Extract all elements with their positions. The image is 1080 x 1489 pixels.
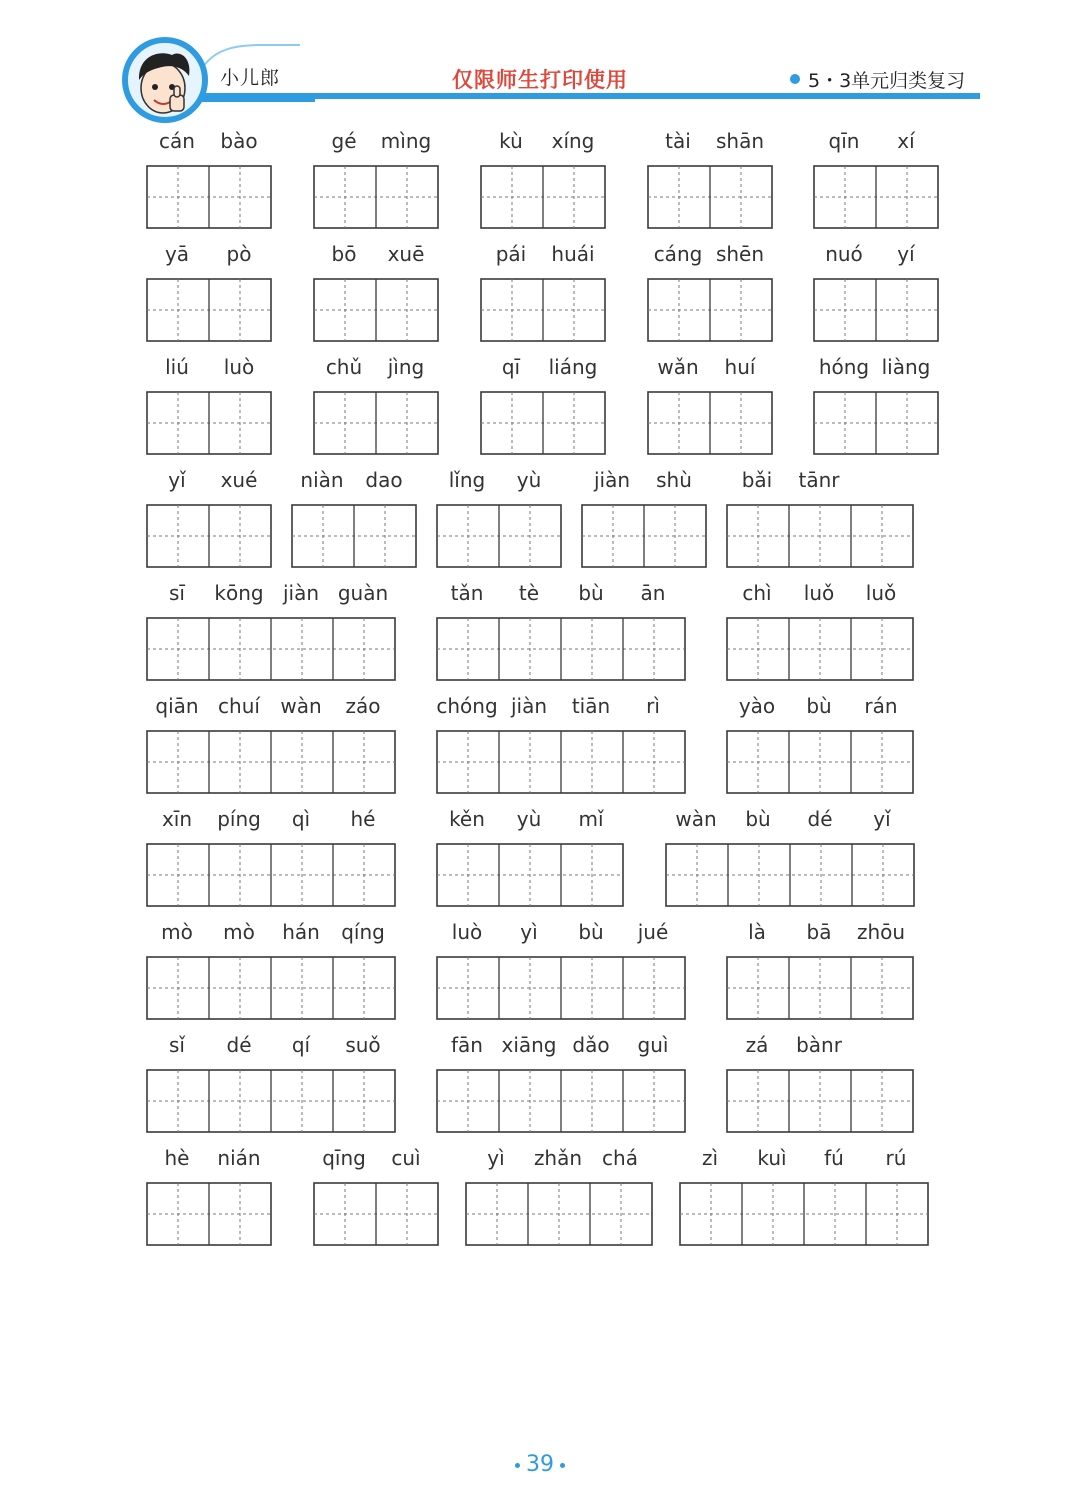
pinyin-syllable: cuì (391, 1146, 421, 1170)
pinyin-syllable: záo (345, 694, 381, 718)
page-number (0, 1452, 1080, 1477)
pinyin-syllable: hè (164, 1146, 190, 1170)
pinyin-syllable: xīn (161, 807, 193, 831)
character-writing-grid[interactable] (146, 843, 396, 907)
pinyin-syllable: mǐ (578, 807, 604, 831)
pinyin-syllable: jiàn (510, 694, 548, 718)
pinyin-syllable: liú (165, 355, 189, 379)
pinyin-syllable: nuó (825, 242, 863, 266)
pinyin-syllable: yǐ (168, 468, 186, 492)
character-writing-grid[interactable] (146, 165, 272, 229)
pinyin-syllable: pái (495, 242, 527, 266)
pinyin-syllable: hán (282, 920, 320, 944)
pinyin-syllable: cáng (653, 242, 703, 266)
pinyin-syllable: bànr (796, 1033, 842, 1057)
pinyin-syllable: niàn (300, 468, 344, 492)
pinyin-syllable: chì (742, 581, 772, 605)
character-writing-grid[interactable] (146, 617, 396, 681)
pinyin-syllable: hé (350, 807, 376, 831)
page-number-dot-icon (560, 1463, 565, 1468)
character-writing-grid[interactable] (146, 956, 396, 1020)
pinyin-syllable: suǒ (345, 1033, 381, 1057)
page-header (0, 0, 1080, 130)
pinyin-syllable: liáng (548, 355, 598, 379)
pinyin-syllable: rì (646, 694, 660, 718)
character-writing-grid[interactable] (726, 730, 914, 794)
pinyin-syllable: qīng (322, 1146, 366, 1170)
unit-title: 5・3单元归类复习 (808, 70, 966, 92)
pinyin-syllable: sī (169, 581, 185, 605)
pinyin-syllable: gé (331, 129, 357, 153)
character-writing-grid[interactable] (313, 165, 439, 229)
character-writing-grid[interactable] (146, 504, 272, 568)
pinyin-syllable: tiān (571, 694, 611, 718)
pinyin-syllable: mò (223, 920, 255, 944)
pinyin-syllable: zhǎn (533, 1146, 583, 1170)
pinyin-syllable: nián (217, 1146, 261, 1170)
pinyin-syllable: bā (806, 920, 832, 944)
character-writing-grid[interactable] (726, 1069, 914, 1133)
pinyin-syllable: dé (807, 807, 833, 831)
page-number-dot-icon (515, 1463, 520, 1468)
character-writing-grid[interactable] (647, 391, 773, 455)
pinyin-syllable: bù (806, 694, 832, 718)
pinyin-syllable: luǒ (865, 581, 897, 605)
character-writing-grid[interactable] (436, 1069, 686, 1133)
brand-name: 小儿郎 (220, 67, 281, 89)
pinyin-syllable: guì (637, 1033, 669, 1057)
character-writing-grid[interactable] (647, 165, 773, 229)
pinyin-syllable: xiāng (501, 1033, 557, 1057)
pinyin-syllable: xué (220, 468, 258, 492)
pinyin-syllable: yù (516, 468, 542, 492)
pinyin-syllable: píng (217, 807, 261, 831)
pinyin-syllable: mìng (380, 129, 432, 153)
character-writing-grid[interactable] (146, 278, 272, 342)
character-writing-grid[interactable] (146, 391, 272, 455)
pinyin-syllable: chǔ (325, 355, 363, 379)
character-writing-grid[interactable] (813, 278, 939, 342)
pinyin-syllable: là (748, 920, 766, 944)
pinyin-syllable: bù (745, 807, 771, 831)
pinyin-syllable: zhōu (856, 920, 906, 944)
pinyin-syllable: yí (897, 242, 915, 266)
pinyin-syllable: bù (578, 920, 604, 944)
pinyin-syllable: mò (161, 920, 193, 944)
pinyin-syllable: kěn (449, 807, 485, 831)
pinyin-syllable: shēn (715, 242, 765, 266)
pinyin-syllable: bù (578, 581, 604, 605)
pinyin-syllable: wǎn (657, 355, 699, 379)
pinyin-syllable: bō (331, 242, 357, 266)
pinyin-syllable: zì (701, 1146, 719, 1170)
boy-thumbs-up-mascot-icon (125, 40, 205, 120)
pinyin-syllable: wàn (280, 694, 322, 718)
pinyin-syllable: zá (745, 1033, 769, 1057)
pinyin-syllable: yā (164, 242, 190, 266)
pinyin-syllable: xuē (387, 242, 425, 266)
pinyin-syllable: xí (897, 129, 915, 153)
pinyin-syllable: yào (738, 694, 776, 718)
pinyin-syllable: chóng (436, 694, 498, 718)
pinyin-syllable: yì (520, 920, 538, 944)
pinyin-syllable: wàn (675, 807, 717, 831)
character-writing-grid[interactable] (647, 278, 773, 342)
character-writing-grid[interactable] (465, 1182, 653, 1246)
pinyin-syllable: jìng (387, 355, 425, 379)
character-writing-grid[interactable] (436, 956, 686, 1020)
character-writing-grid[interactable] (726, 617, 914, 681)
pinyin-syllable: lǐng (448, 468, 486, 492)
character-writing-grid[interactable] (436, 843, 624, 907)
pinyin-syllable: qīn (828, 129, 860, 153)
pinyin-syllable: qī (501, 355, 521, 379)
character-writing-grid[interactable] (436, 504, 562, 568)
character-writing-grid[interactable] (665, 843, 915, 907)
pinyin-syllable: jiàn (593, 468, 631, 492)
character-writing-grid[interactable] (480, 165, 606, 229)
pinyin-syllable: kuì (757, 1146, 787, 1170)
character-writing-grid[interactable] (146, 1182, 272, 1246)
pinyin-syllable: dao (365, 468, 403, 492)
pinyin-syllable: huái (551, 242, 595, 266)
pinyin-syllable: qì (291, 807, 311, 831)
character-writing-grid[interactable] (813, 391, 939, 455)
pinyin-syllable: chuí (218, 694, 260, 718)
pinyin-syllable: tè (518, 581, 540, 605)
pinyin-syllable: qí (291, 1033, 311, 1057)
pinyin-syllable: guàn (337, 581, 389, 605)
page-number-value: 39 (526, 1452, 554, 1477)
unit-bullet-icon (790, 74, 800, 84)
pinyin-syllable: luǒ (803, 581, 835, 605)
pinyin-syllable: shù (656, 468, 692, 492)
pinyin-syllable: kōng (214, 581, 264, 605)
character-writing-grid[interactable] (726, 504, 914, 568)
pinyin-syllable: pò (226, 242, 252, 266)
pinyin-syllable: jué (637, 920, 669, 944)
pinyin-syllable: qiān (155, 694, 199, 718)
character-writing-grid[interactable] (726, 956, 914, 1020)
character-writing-grid[interactable] (436, 730, 686, 794)
pinyin-syllable: yǐ (873, 807, 891, 831)
pinyin-syllable: xíng (551, 129, 595, 153)
character-writing-grid[interactable] (313, 1182, 439, 1246)
pinyin-syllable: luò (451, 920, 483, 944)
pinyin-syllable: hóng (818, 355, 870, 379)
pinyin-syllable: bào (220, 129, 258, 153)
character-writing-grid[interactable] (813, 165, 939, 229)
pinyin-syllable: dé (226, 1033, 252, 1057)
pinyin-syllable: bǎi (741, 468, 773, 492)
print-notice: 仅限师生打印使用 (452, 68, 628, 92)
pinyin-syllable: dǎo (572, 1033, 610, 1057)
character-writing-grid[interactable] (146, 730, 396, 794)
pinyin-syllable: kù (499, 129, 523, 153)
pinyin-syllable: yì (487, 1146, 505, 1170)
pinyin-syllable: tānr (798, 468, 840, 492)
pinyin-syllable: sǐ (169, 1033, 185, 1057)
character-writing-grid[interactable] (480, 278, 606, 342)
character-writing-grid[interactable] (313, 278, 439, 342)
pinyin-syllable: rú (885, 1146, 907, 1170)
character-writing-grid[interactable] (146, 1069, 396, 1133)
character-writing-grid[interactable] (313, 391, 439, 455)
pinyin-syllable: liàng (881, 355, 931, 379)
header-rule-accent (190, 99, 315, 102)
pinyin-syllable: shān (715, 129, 765, 153)
pinyin-syllable: fān (451, 1033, 483, 1057)
pinyin-syllable: fú (824, 1146, 844, 1170)
pinyin-syllable: tǎn (450, 581, 484, 605)
pinyin-syllable: qíng (341, 920, 385, 944)
pinyin-syllable: luò (223, 355, 255, 379)
pinyin-syllable: jiàn (282, 581, 320, 605)
character-writing-grid[interactable] (581, 504, 707, 568)
character-writing-grid[interactable] (291, 504, 417, 568)
pinyin-syllable: yù (516, 807, 542, 831)
pinyin-syllable: rán (864, 694, 898, 718)
character-writing-grid[interactable] (436, 617, 686, 681)
pinyin-syllable: cán (159, 129, 195, 153)
character-writing-grid[interactable] (480, 391, 606, 455)
character-writing-grid[interactable] (679, 1182, 929, 1246)
pinyin-syllable: huí (724, 355, 756, 379)
pinyin-syllable: tài (665, 129, 691, 153)
pinyin-syllable: ān (640, 581, 666, 605)
pinyin-syllable: chá (602, 1146, 638, 1170)
